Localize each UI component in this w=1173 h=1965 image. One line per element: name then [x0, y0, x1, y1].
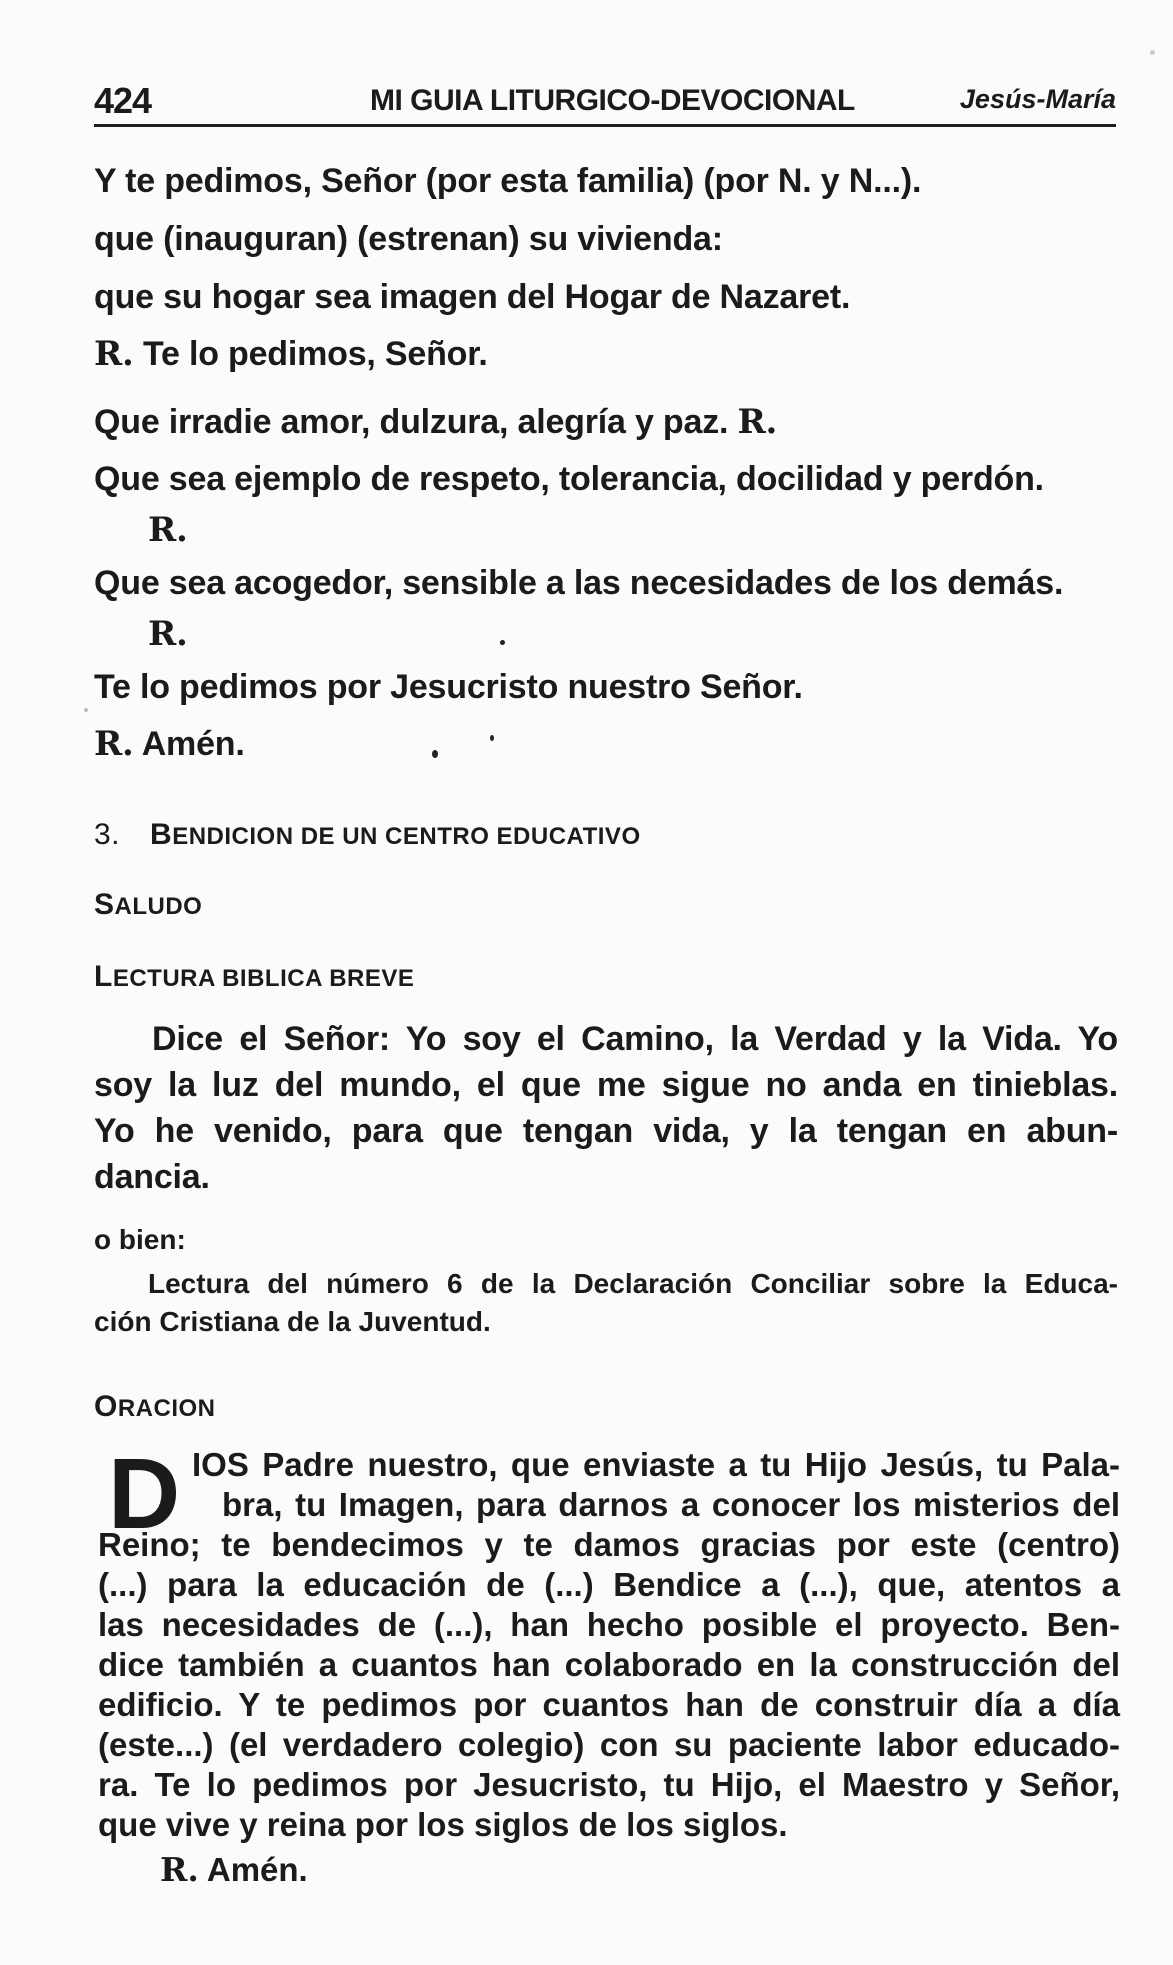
- response-line: [94, 724, 245, 764]
- page-number: 424: [94, 80, 152, 121]
- reading-line: Dice el Señor: Yo soy el Camino, la Verdad y la Vida. Yo: [152, 1020, 1118, 1058]
- scan-speck: [500, 640, 505, 645]
- response-symbol: R.: [148, 614, 188, 654]
- running-header: [94, 78, 1116, 127]
- subheading-lectura: LECTURA BIBLICA BREVE: [94, 960, 415, 993]
- section-heading: 3. BENDICION DE UN CENTRO EDUCATIVO: [94, 818, 641, 851]
- response-text: Amén.: [206, 1851, 308, 1888]
- reading-line: dancia.: [94, 1158, 210, 1196]
- response-symbol: R.: [94, 334, 134, 374]
- prayer-line: las necesidades de (...), han hecho posible el proyecto. Ben-: [98, 1606, 1120, 1643]
- alt-reading-line: Lectura del número 6 de la Declaración Conciliar sobre la Educa-: [148, 1268, 1118, 1299]
- petition-line: Que sea ejemplo de respeto, tolerancia, docilidad y perdón.: [94, 460, 1044, 498]
- reading-line: Yo he venido, para que tengan vida, y la tengan en abun-: [94, 1112, 1118, 1150]
- prayer-line: dice también a cuantos han colaborado en la construcción del: [98, 1646, 1120, 1683]
- prayer-line: Reino; te bendecimos y te damos gracias por este (centro): [98, 1526, 1120, 1563]
- scan-speck: [490, 735, 494, 741]
- petition-line: Que sea acogedor, sensible a las necesidades de los demás.: [94, 564, 1064, 602]
- scan-speck: [432, 750, 438, 758]
- reading-line: soy la luz del mundo, el que me sigue no anda en tinieblas.: [94, 1066, 1118, 1104]
- scan-speck: [1150, 50, 1155, 55]
- running-author: Jesús-María: [959, 84, 1116, 114]
- response-symbol: R.: [160, 1850, 199, 1889]
- conclusion-line: Te lo pedimos por Jesucristo nuestro Señor.: [94, 668, 803, 706]
- alt-reading-line: ción Cristiana de la Juventud.: [94, 1306, 491, 1337]
- response-symbol: R.: [94, 724, 134, 764]
- drop-cap: D: [108, 1438, 181, 1550]
- petition-line: que (inauguran) (estrenan) su vivienda:: [94, 220, 723, 258]
- prayer-line: edificio. Y te pedimos por cuantos han de construir día a día: [98, 1686, 1120, 1723]
- response-text: Amén.: [141, 725, 245, 763]
- petition-text: Que irradie amor, dulzura, alegría y paz.: [94, 403, 729, 441]
- scan-speck: [84, 708, 88, 712]
- subheading-saludo: SALUDO: [94, 888, 203, 921]
- prayer-line: (este...) (el verdadero colegio) con su paciente labor educado-: [98, 1726, 1120, 1763]
- prayer-line: que vive y reina por los siglos de los siglos.: [98, 1806, 788, 1843]
- running-title: MI GUIA LITURGICO-DEVOCIONAL: [370, 84, 855, 117]
- prayer-line: ra. Te lo pedimos por Jesucristo, tu Hijo, el Maestro y Señor,: [98, 1766, 1120, 1803]
- prayer-line: IOS Padre nuestro, que enviaste a tu Hijo Jesús, tu Pala-: [192, 1446, 1120, 1483]
- response-text: Te lo pedimos, Señor.: [142, 335, 488, 373]
- response-line: [94, 334, 488, 374]
- petition-line: que su hogar sea imagen del Hogar de Nazaret.: [94, 278, 851, 316]
- petition-line: Y te pedimos, Señor (por esta familia) (por N. y N...).: [94, 162, 922, 200]
- prayer-line: bra, tu Imagen, para darnos a conocer los misterios del: [222, 1486, 1120, 1523]
- response-line: [160, 1850, 308, 1889]
- response-symbol: R.: [737, 402, 778, 442]
- response-symbol: R.: [148, 510, 188, 550]
- subheading-oracion: ORACION: [94, 1390, 216, 1423]
- petition-line: [94, 402, 777, 442]
- section-number: 3.: [94, 818, 121, 851]
- prayer-line: (...) para la educación de (...) Bendice a (...), que, atentos a: [98, 1566, 1120, 1603]
- o-bien-label: o bien:: [94, 1224, 186, 1255]
